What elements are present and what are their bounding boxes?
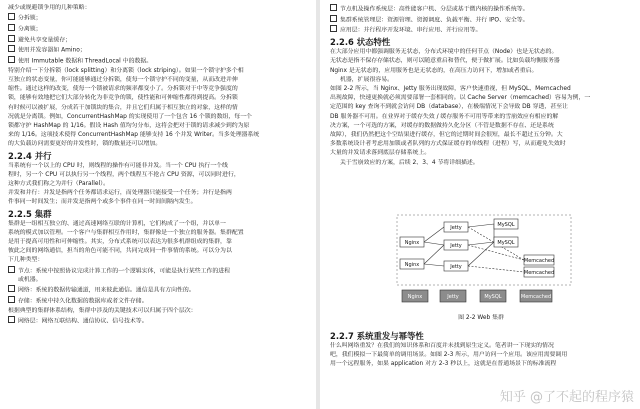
paragraph-line: 的大负载访问需要更好的并发性时，锁的数量还可以增加。 [8,141,162,148]
connector-line [424,264,444,266]
jetty-2-label: Jetty [450,243,462,249]
page-gutter [316,0,320,409]
list-item [8,13,310,24]
paragraph-line: 系统的模式加以管理。一个客户与集群相互作用时，集群像是一个独立的服务器。集群配置 [8,229,244,236]
paragraph-line: 如图 2-2 所示，当 Nginx、Jetty 服务出现故障，客户快速重视，但 MySQL、Memcached [330,85,571,92]
paragraph-line: 决方案，一个可选的方案，对缓存的数据做持久化分区（不管是数据不存在、还是系统 [330,122,554,129]
mysql-1-label: MySQL [497,222,515,228]
legend-mysql-label: MySQL [484,294,502,300]
connector-line [468,242,494,266]
connector-line [424,227,444,242]
connector-line [468,266,524,272]
paragraph-line: 无状态是指不保存存储状态，则可以随意重启和替代，便于做扩展。比如负载均衡服务器 [330,58,560,65]
list-item [330,25,636,36]
list-item [8,316,310,327]
list-item-text: 应用层：并行程序开发环境、串行应用、并行应用等。 [340,27,482,34]
section-heading: 2.2.4 并行 [8,150,52,161]
checkbox-bullet-icon [330,4,337,11]
list-item [8,35,310,46]
list-item-text: 节点机及操作系统层：高性能客户机、分层或基于微内核的操作系统等。 [340,6,529,13]
figure-caption: 图 2-2 Web 集群 [458,315,504,321]
paragraph-line: 减少或规避锁争用的几种策略： [8,5,91,11]
paragraph-line: 是用于提高可用性和可伸缩性。其实，分布式系统可以表达为很多机群组成的集群，靠 [8,238,232,245]
paragraph-line: 机器，扩展很容易。 [340,76,394,83]
list-item-text: 使用并发容器如 Amino； [18,47,86,54]
list-item-text: 网络：系统的数据传输通道，用来彼此通信。通信是具有方向性的。 [18,287,195,294]
connector-line [424,245,444,264]
checkbox-bullet-icon [8,24,15,31]
left-page [0,0,314,409]
list-item-text: 分拆锁； [18,15,42,22]
memcached-1-label: Memcached [523,258,555,264]
jetty-1-label: Jetty [450,225,462,231]
list-item-text: 集群系统管理层：资源管理、资源调度、负载平衡、并行 IPO、安全等。 [340,17,529,24]
paragraph-line: 来的 1/16。这项技术使得 ConcurrentHashMap 能够支持 16 个并发 Writer。当多处理器系统 [8,132,260,139]
list-item-text: 存储：系统中持久化数据的数据库或者文件存储。 [18,298,148,305]
paragraph-line: 锁，能够有效地把它们大部分转化为非竞争的锁，使性能和可伸缩性都得到提高。分拆锁 [8,95,238,102]
list-item-text: 使用 Immutable 数据和 ThreadLocal 中的数据。 [18,58,153,65]
checkbox-bullet-icon [8,296,15,303]
paragraph-line: 并发和并行：并发是指两个任务都请求运行，而处理器只能接受一个任务；并行是指两 [8,190,232,197]
paragraph-line: 故障），我们仍然把这个空结果进行缓存，但它的过期时间会很短，最长不超过五分钟。大 [330,131,563,138]
paragraph-line: 根据典型的集群体系结构，集群中涉及的关键技术可以归属于四个层次： [8,307,197,314]
paragraph-line: 彼此之间的网络通信，担当的角色可能不同，共同完成同一件事情的系统。可以分为以 [8,248,232,255]
connector-line [468,242,494,245]
nginx-bottom-label: Nginx [404,262,420,268]
paragraph-line: 什么叫网络重发？在我们的知识体系和百度并未找到原生定义。笔者讲一下现实的情况 [330,343,554,349]
section-heading: 2.2.6 状态特性 [330,37,391,48]
memcached-2-label: Memcached [523,270,555,276]
right-column-bottom [330,330,636,370]
nginx-top-label: Nginx [404,240,420,246]
checkbox-bullet-icon [8,266,15,273]
paragraph-line: 定范围的 key 查询不到就会访问 DB（database），在极端情况下会导致 DB 穿透，甚至让 [330,104,568,111]
list-item [8,266,310,277]
right-page [322,0,640,409]
checkbox-bullet-icon [8,56,15,63]
web-cluster-figure [396,214,572,308]
mysql-2-label: MySQL [497,240,515,246]
checkbox-bullet-icon [8,285,15,292]
paragraph-line: Nginx 是无状态的，应用服务也是无状态的，在高压力访问下，增加或者重启。 [330,67,538,74]
legend-memcached-label: Memcached [520,294,552,300]
paragraph-line: 缩性。通过这样的改变，使每一个锁被请求的频率都变小了。分拆锁对于中等竞争强度的 [8,86,238,93]
connector-line [424,242,444,245]
paragraph-line: 锁都守护 HashMap 的 1/16。假设 Hash 值均匀分布，这将会把对于锁的请求减少到约为原 [8,122,250,129]
paragraph-line: 有时候可以被扩展，分成若干加锁块的集合，并且它们归属于相互独立的对象，这样的情 [8,104,238,111]
paragraph-line: 多数系统设计者考虑用加锁或者队列的方式保证缓存的单线程（进程）写，从而避免失效时 [330,141,566,148]
paragraph-line: 或机器。 [18,277,42,284]
legend-jetty-label: Jetty [447,294,459,300]
paragraph-line: 出现故障，快速更换就必须需要部署一套相同的。以 Cache Server（memcached）容易为例，一 [330,95,591,102]
paragraph-line: 这种方式我们称之为并行（Parallel）。 [8,180,109,187]
paragraph-line: 互独立的状态变量，你可能能够通过分拆锁，使每一个锁守护不同的变量，从而改进并伸 [8,76,238,83]
checkbox-bullet-icon [8,316,15,323]
list-item [330,4,636,15]
paragraph-line: 下几种类型： [8,257,44,264]
list-item-text: 网络层：网络互联结构、通信协议、信号技术等。 [18,318,148,325]
section-heading: 2.2.7 系统重发与幂等性 [330,331,424,341]
paragraph-line: 况就是分离锁。例如，ConcurrentHashMap 的实现使用了一个包含 16 个锁的数组，每一个 [8,113,252,120]
list-item-text: 分离锁； [18,26,42,33]
checkbox-bullet-icon [8,35,15,42]
paragraph-line: 用一个远程服务，如果 application 对方 2-3 秒以上，这就是在普通场景下的标准流程 [330,361,557,368]
paragraph-line: 当系统有一个以上的 CPU 时，则线程的操作有可能非并发。当一个 CPU 执行一个线 [8,162,228,169]
legend-nginx-label: Nginx [407,294,423,300]
paragraph-line: 件事同一时间发生；而并发是指两个或多个事件在同一时间间隔内发生。 [8,199,197,206]
paragraph-line: DB 服务器不可用。在业界对于缓存失效 / 缓存服务不可用等带来的雪崩效应有相应的解 [330,113,559,120]
list-item [330,15,636,26]
connector-line [468,224,494,227]
paragraph-line: 吧，我们模拟一下最简单的调用场景。如图 2-3 所示，用户访问一个应用。该应用需要调用 [330,352,568,359]
list-item-text: 节点：系统中按照协议完成计算工作的一个逻辑实体，可能是执行某些工作的进程 [18,268,231,275]
list-item [8,56,310,67]
section-heading: 2.2.5 集群 [8,208,52,219]
list-item [8,296,310,307]
watermark-text: 知乎 @了不起的程序猿 [499,390,634,405]
list-item [8,24,310,35]
list-item-text: 避免共享变量缓存； [18,37,72,44]
left-column [8,4,310,327]
paragraph-line: 在大部分应用中都强调服务无状态，分布式环境中的任何节点（Node）也是无状态的。 [330,49,558,56]
list-item [8,45,310,56]
checkbox-bullet-icon [330,25,337,32]
list-item [8,285,310,296]
paragraph-line: 特别介绍一下分拆锁（lock splitting）和分离锁（lock striping）。如果一个锁守护多个相 [8,67,244,74]
paragraph-line: 集群是一组相互独立的、通过高速网络互联的计算机，它们构成了一个组，并以单一 [8,220,226,227]
web-cluster-diagram [396,214,572,308]
checkbox-bullet-icon [8,45,15,52]
jetty-3-label: Jetty [450,264,462,270]
checkbox-bullet-icon [330,15,337,22]
paragraph-line: 大量的并发请求落到底层存储系统上。 [330,150,431,157]
checkbox-bullet-icon [8,13,15,20]
paragraph-line: 程时，另一个 CPU 可以执行另一个线程，两个线程互不抢占 CPU 资源，可以同时进行， [8,171,240,178]
paragraph-line: 关于雪崩效应的方案，后续 2、3、4 节将详细描述。 [340,159,479,166]
right-column-top [330,4,636,168]
